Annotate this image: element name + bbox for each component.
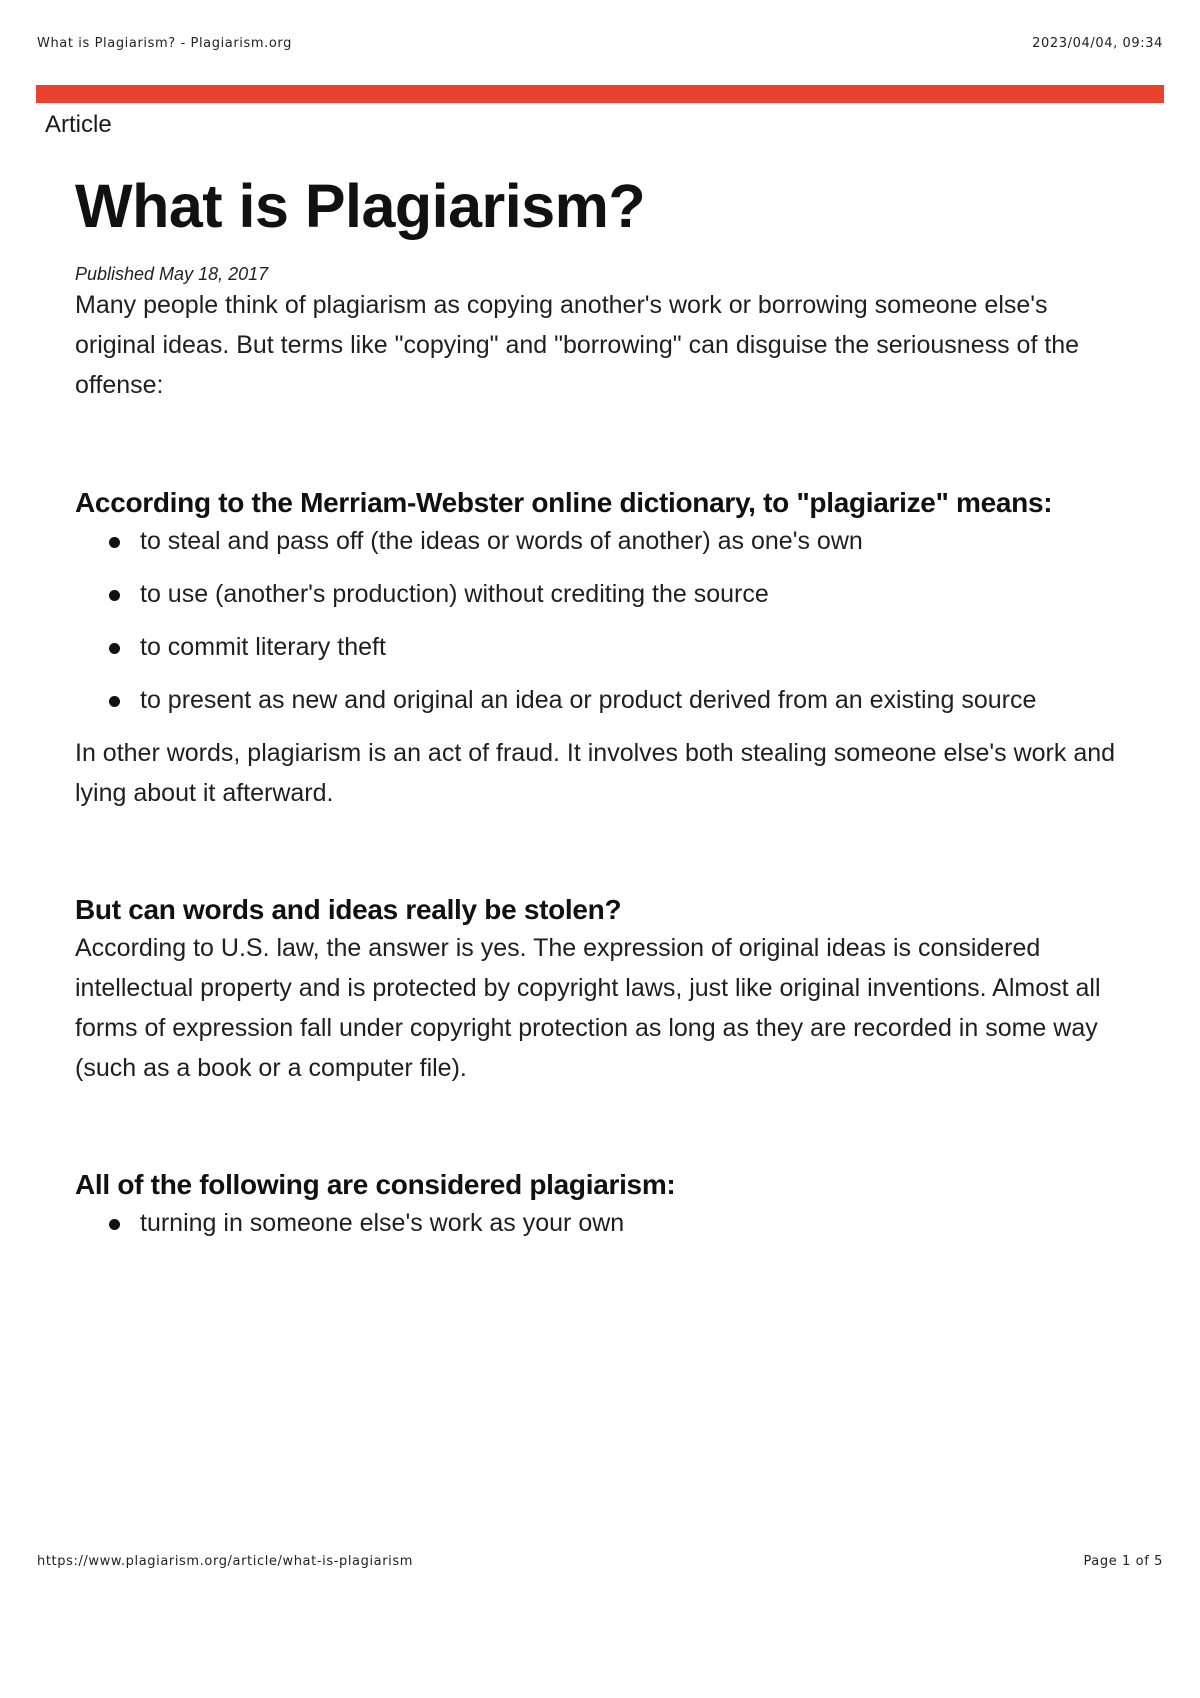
definition-list — [75, 521, 1135, 720]
print-footer — [37, 1554, 1163, 1569]
print-url[interactable]: https://www.plagiarism.org/article/what-is-plagiarism — [37, 1554, 414, 1569]
list-item: turning in someone else's work as your own — [75, 1203, 1135, 1243]
section-label[interactable]: Article — [45, 111, 112, 138]
published-date: Published May 18, 2017 — [75, 264, 269, 284]
accent-bar — [36, 85, 1164, 103]
plagiarism-list — [75, 1203, 1135, 1243]
fraud-paragraph: In other words, plagiarism is an act of fraud. It involves both stealing someone else's work and lying about it afterward. — [75, 739, 1116, 807]
intro-paragraph: Many people think of plagiarism as copying another's work or borrowing someone else's original ideas. But terms like "copying" and "borrowing" can disguise the seriousness of the offense: — [75, 291, 1080, 399]
print-datetime: 2023/04/04, 09:34 — [1032, 36, 1163, 51]
print-header — [37, 36, 1163, 51]
following-heading: All of the following are considered plagiarism: — [75, 1169, 676, 1200]
definition-heading: According to the Merriam-Webster online dictionary, to "plagiarize" means: — [75, 487, 1053, 518]
stolen-heading: But can words and ideas really be stolen? — [75, 894, 622, 925]
print-page-title: What is Plagiarism? - Plagiarism.org — [37, 36, 292, 51]
list-item: to steal and pass off (the ideas or words of another) as one's own — [75, 521, 1135, 561]
list-item: to present as new and original an idea or product derived from an existing source — [75, 680, 1135, 720]
list-item: to commit literary theft — [75, 627, 1135, 667]
list-item: to use (another's production) without crediting the source — [75, 574, 1135, 614]
article-content — [75, 170, 1135, 1256]
article-title: What is Plagiarism? — [75, 172, 646, 240]
law-paragraph: According to U.S. law, the answer is yes. The expression of original ideas is considered intellectual property and is protected by copyright laws, just like original inventions. Almost all forms of expression fall under copyright protection as long as they are recorded in some way (such as a book or a computer file). — [75, 934, 1101, 1082]
page-number: Page 1 of 5 — [1083, 1554, 1163, 1569]
